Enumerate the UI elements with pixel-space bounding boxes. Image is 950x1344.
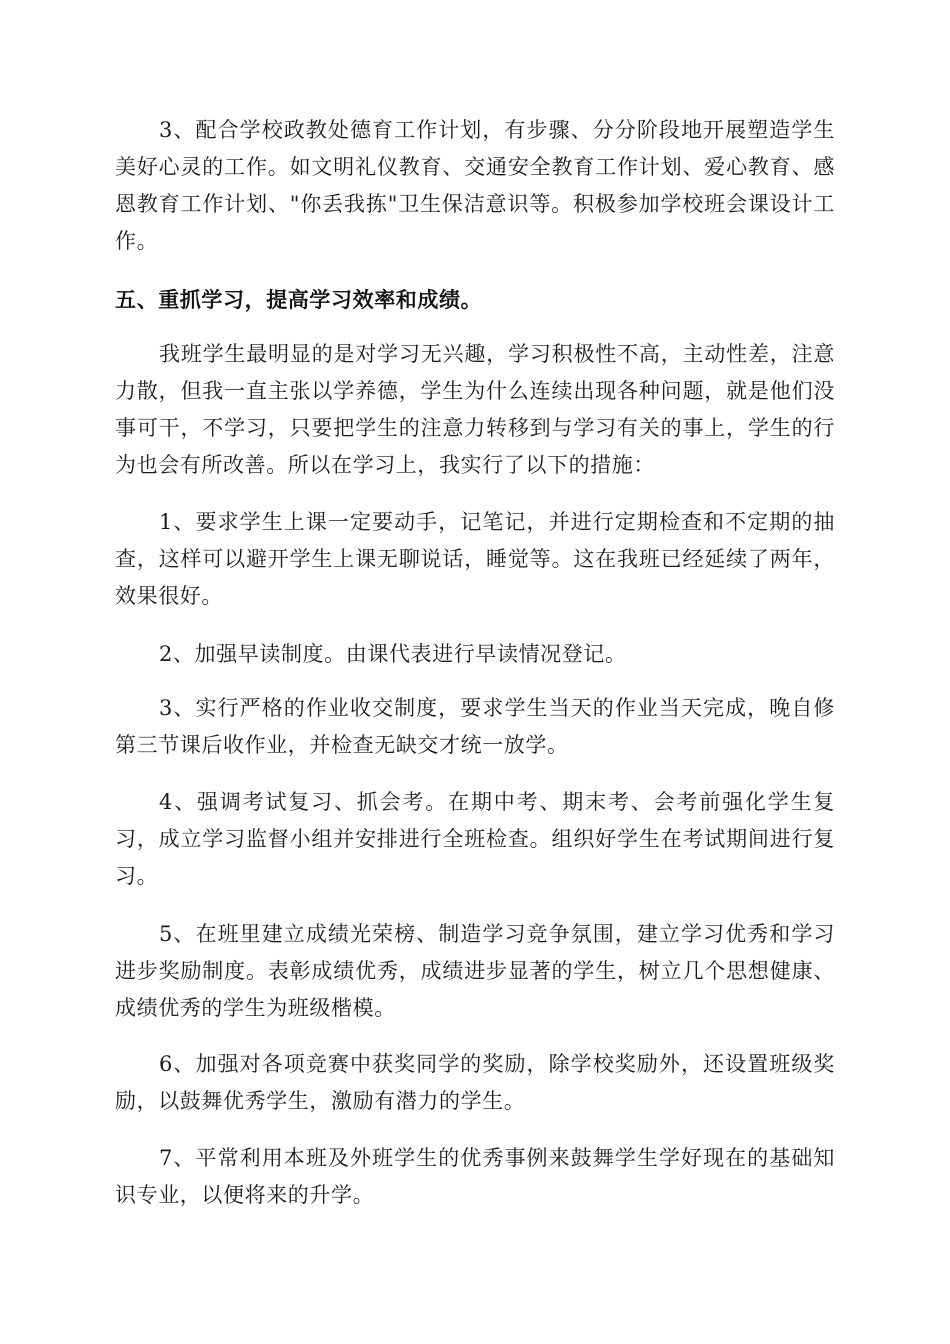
section-heading-study: 五、重抓学习，提高学习效率和成绩。	[115, 288, 483, 312]
paragraph-moral-education-plan: 3、配合学校政教处德育工作计划，有步骤、分分阶段地开展塑造学生美好心灵的工作。如文明礼仪教育、交通安全教育工作计划、爱心教育、感恩教育工作计划、"你丢我拣"卫生保洁意识等。积极参加学校班会课设计工作。	[115, 118, 835, 253]
paragraph-measure-4: 4、强调考试复习、抓会考。在期中考、期末考、会考前强化学生复习，成立学习监督小组并安排进行全班检查。组织好学生在考试期间进行复习。	[115, 790, 835, 888]
paragraph-measure-1: 1、要求学生上课一定要动手，记笔记，并进行定期检查和不定期的抽查，这样可以避开学生上课无聊说话，睡觉等。这在我班已经延续了两年，效果很好。	[115, 510, 835, 608]
paragraph-measure-5: 5、在班里建立成绩光荣榜、制造学习竞争氛围，建立学习优秀和学习进步奖励制度。表彰成绩优秀，成绩进步显著的学生，树立几个思想健康、成绩优秀的学生为班级楷模。	[115, 922, 835, 1020]
paragraph-measure-6: 6、加强对各项竞赛中获奖同学的奖励，除学校奖励外，还设置班级奖励，以鼓舞优秀学生，激励有潜力的学生。	[115, 1052, 835, 1113]
paragraph-measure-7: 7、平常利用本班及外班学生的优秀事例来鼓舞学生学好现在的基础知识专业，以便将来的升学。	[115, 1146, 835, 1207]
paragraph-measure-3: 3、实行严格的作业收交制度，要求学生当天的作业当天完成，晚自修第三节课后收作业，并检查无缺交才统一放学。	[115, 696, 835, 757]
paragraph-study-intro: 我班学生最明显的是对学习无兴趣，学习积极性不高，主动性差，注意力散，但我一直主张以学养德，学生为什么连续出现各种问题，就是他们没事可干，不学习，只要把学生的注意力转移到与学习有关的事上，学生的行为也会有所改善。所以在学习上，我实行了以下的措施：	[115, 342, 835, 477]
paragraph-measure-2: 2、加强早读制度。由课代表进行早读情况登记。	[159, 642, 627, 666]
